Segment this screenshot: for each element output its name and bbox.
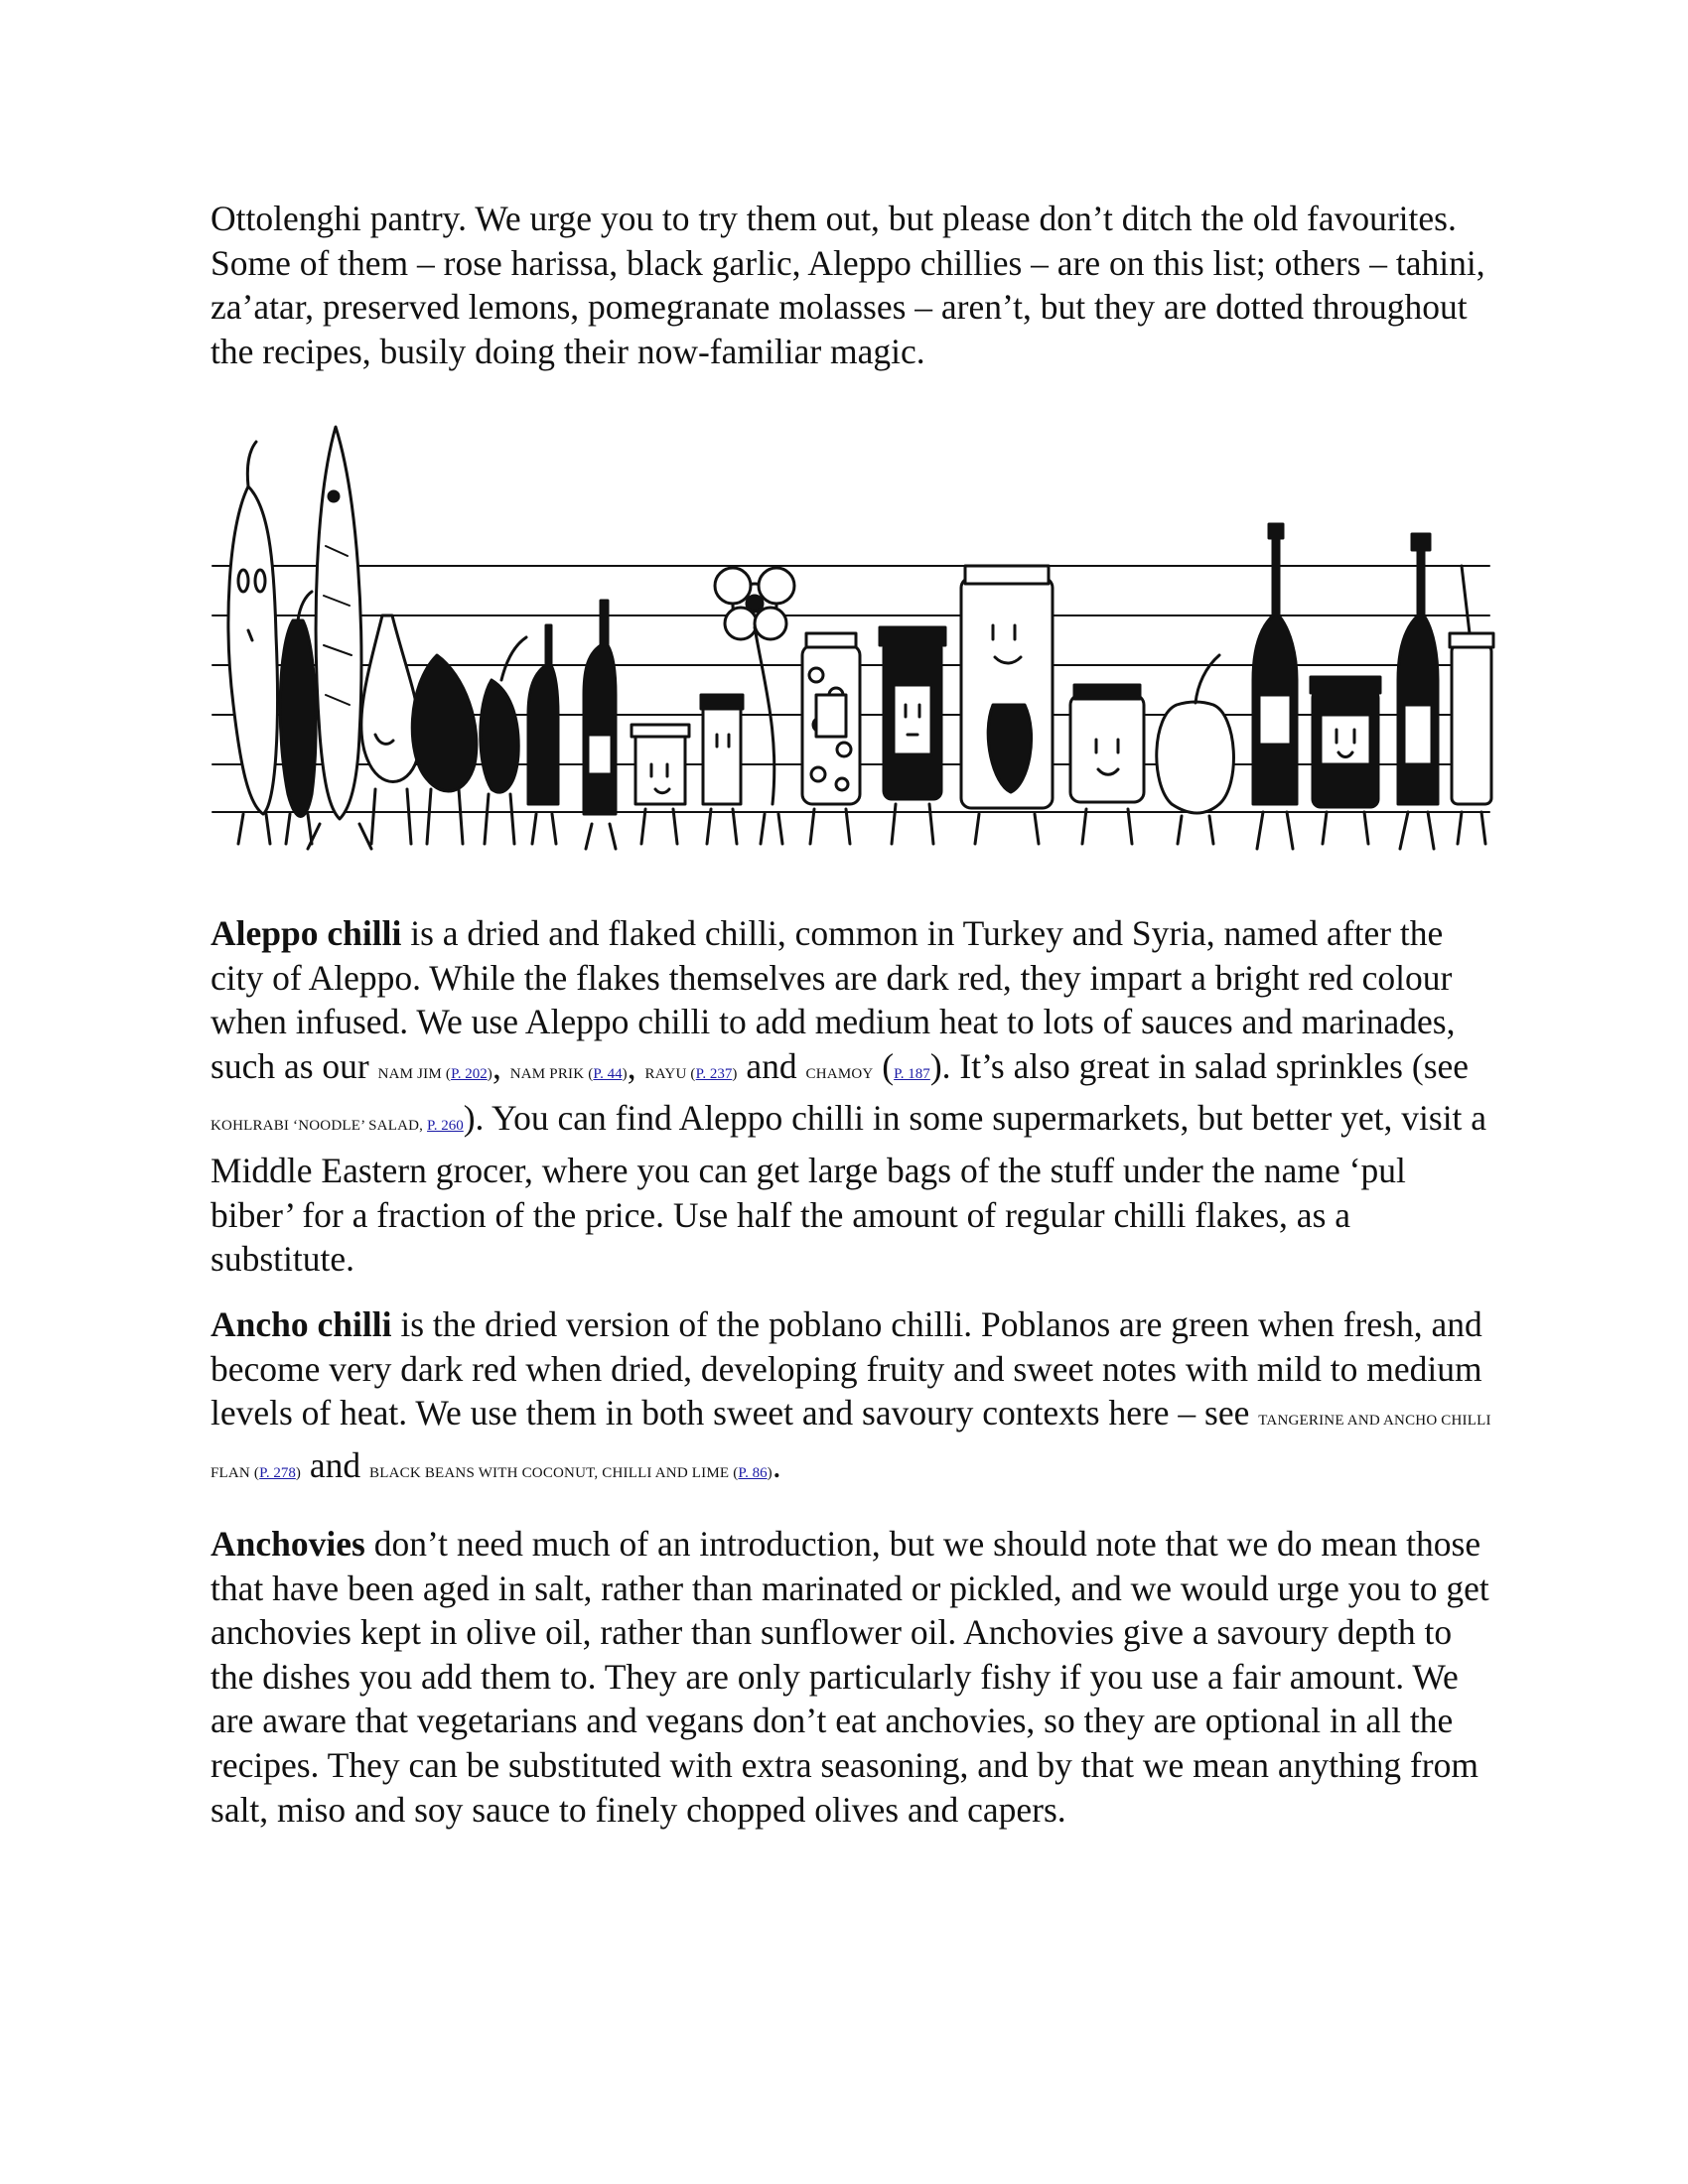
tall-jar-character — [961, 566, 1053, 844]
page-link-tangerine-flan[interactable]: P. 278 — [259, 1464, 296, 1481]
ancho-chilli-paragraph: Ancho chilli is the dried version of the poblano chilli. Poblanos are green when fresh, and become very dark red when dried, developing fruity and sweet notes with mild to medium levels of heat. We use them in both sweet and savoury contexts here – see TANGERINE AND ANCHO CHILLI FLAN (P. 278) and BLACK BEANS WITH COCONUT, CHILLI AND LIME (P. 86). — [211, 1304, 1491, 1485]
aleppo-text-2: ). It’s also great in salad sprinkles (see — [929, 1045, 1470, 1086]
fish-character — [308, 427, 371, 849]
long-chilli-character — [228, 442, 277, 844]
page-link-nam-jim[interactable]: P. 202 — [451, 1065, 488, 1082]
aleppo-text-3: ). You can find Aleppo chilli in some supermarkets, but better yet, visit a Middle Eastern grocer, where you can get large bags of the stuff under the name ‘pul biber’ for a fraction of the price. Use half the amount of regular chilli flakes, as a substitute. — [211, 1098, 1487, 1280]
spoon-jar-character — [1450, 566, 1493, 844]
ancho-end: . — [772, 1444, 781, 1485]
anchovies-text-1: don’t need much of an introduction, but we should note that we do mean those that have been aged in salt, rather than marinated or pickled, and we would urge you to get anchovies kept in olive oil, rather than sunflower oil. Anchovies give a savoury depth to the dishes you add them to. They are only particularly fishy if you use a fair amount. We are aware that vegetarians and vegans don’t eat anchovies, so they are optional in all the recipes. They can be substituted with extra seasoning, and by that we mean anything from salt, miso and soy sauce to finely chopped olives and capers. — [211, 1524, 1489, 1830]
round-jar-character — [1070, 685, 1144, 844]
ref-black-beans: BLACK BEANS WITH COCONUT, CHILLI AND LIME — [369, 1464, 730, 1481]
black-chilli-character — [280, 592, 316, 844]
black-garlic-character — [412, 655, 477, 844]
short-jar-character — [632, 725, 689, 844]
spice-tin-character — [701, 695, 743, 844]
sauce-bottle-character — [584, 601, 616, 849]
aleppo-chilli-paragraph: Aleppo chilli is a dried and flaked chilli, common in Turkey and Syria, named after the city of Aleppo. While the flakes themselves are dark red, they impart a bright red colour when infused. We use Aleppo chilli to add medium heat to lots of sauces and marinades, such as our NAM JIM (P. 202), NAM PRIK (P. 44), RAYU (P. 237) and CHAMOY (P. 187). It’s also great in salad sprinkles (see KOHLRABI ‘NOODLE’ SALAD, P. 260). You can find Aleppo chilli in some supermarkets, but better yet, visit a Middle Eastern grocer, where you can get large bags of the stuff under the name ‘pul biber’ for a fraction of the price. Use half the amount of regular chilli flakes, as a substitute. — [211, 913, 1487, 1280]
ref-rayu: RAYU — [644, 1065, 687, 1082]
ref-nam-jim: NAM JIM — [377, 1065, 442, 1082]
ref-tangerine-flan: TANGERINE AND ANCHO CHILLI FLAN — [211, 1413, 1491, 1481]
wide-jar-character — [1311, 677, 1380, 844]
page-link-nam-prik[interactable]: P. 44 — [593, 1065, 623, 1082]
ref-kohlrabi-salad: KOHLRABI ‘NOODLE’ SALAD, — [211, 1118, 424, 1135]
page-link-chamoy[interactable]: P. 187 — [894, 1065, 930, 1082]
page-link-black-beans[interactable]: P. 86 — [738, 1464, 768, 1481]
pepper-character — [1157, 655, 1234, 844]
oil-bottle-character — [1398, 534, 1438, 849]
ref-chamoy: CHAMOY — [805, 1065, 874, 1082]
aleppo-text-1: is a dried and flaked chilli, common in Turkey and Syria, named after the city of Aleppo. While the flakes themselves are dark red, they impart a bright red colour when infused. We use Aleppo chilli to add medium heat to lots of sauces and marinades, such as our — [211, 913, 1456, 1086]
ref-nam-prik: NAM PRIK — [509, 1065, 585, 1082]
ancho-and: and — [301, 1444, 370, 1485]
aleppo-and: and — [737, 1045, 806, 1086]
pantry-characters-illustration — [209, 407, 1499, 864]
ancho-text-1: is the dried version of the poblano chilli. Poblanos are green when fresh, and become very dark red when dried, developing fruity and sweet notes with mild to medium levels of heat. We use them in both sweet and savoury contexts here – see — [211, 1304, 1482, 1433]
page-link-kohlrabi-salad[interactable]: P. 260 — [427, 1118, 464, 1135]
anchovies-paragraph — [211, 1522, 1491, 1832]
wine-bottle-character — [1253, 524, 1297, 849]
anchovies-term: Anchovies — [211, 1524, 365, 1564]
ancho-chilli-term: Ancho chilli — [211, 1304, 392, 1344]
intro-paragraph: Ottolenghi pantry. We urge you to try them out, but please don’t ditch the old favourites. Some of them – rose harissa, black garlic, Aleppo chillies – are on this list; others – tahini, za’atar, preserved lemons, pomegranate molasses – aren’t, but they are dotted throughout the recipes, busily doing their now-familiar magic. — [211, 199, 1485, 371]
page-link-rayu[interactable]: P. 237 — [695, 1065, 733, 1082]
aleppo-chilli-term: Aleppo chilli — [211, 913, 402, 953]
